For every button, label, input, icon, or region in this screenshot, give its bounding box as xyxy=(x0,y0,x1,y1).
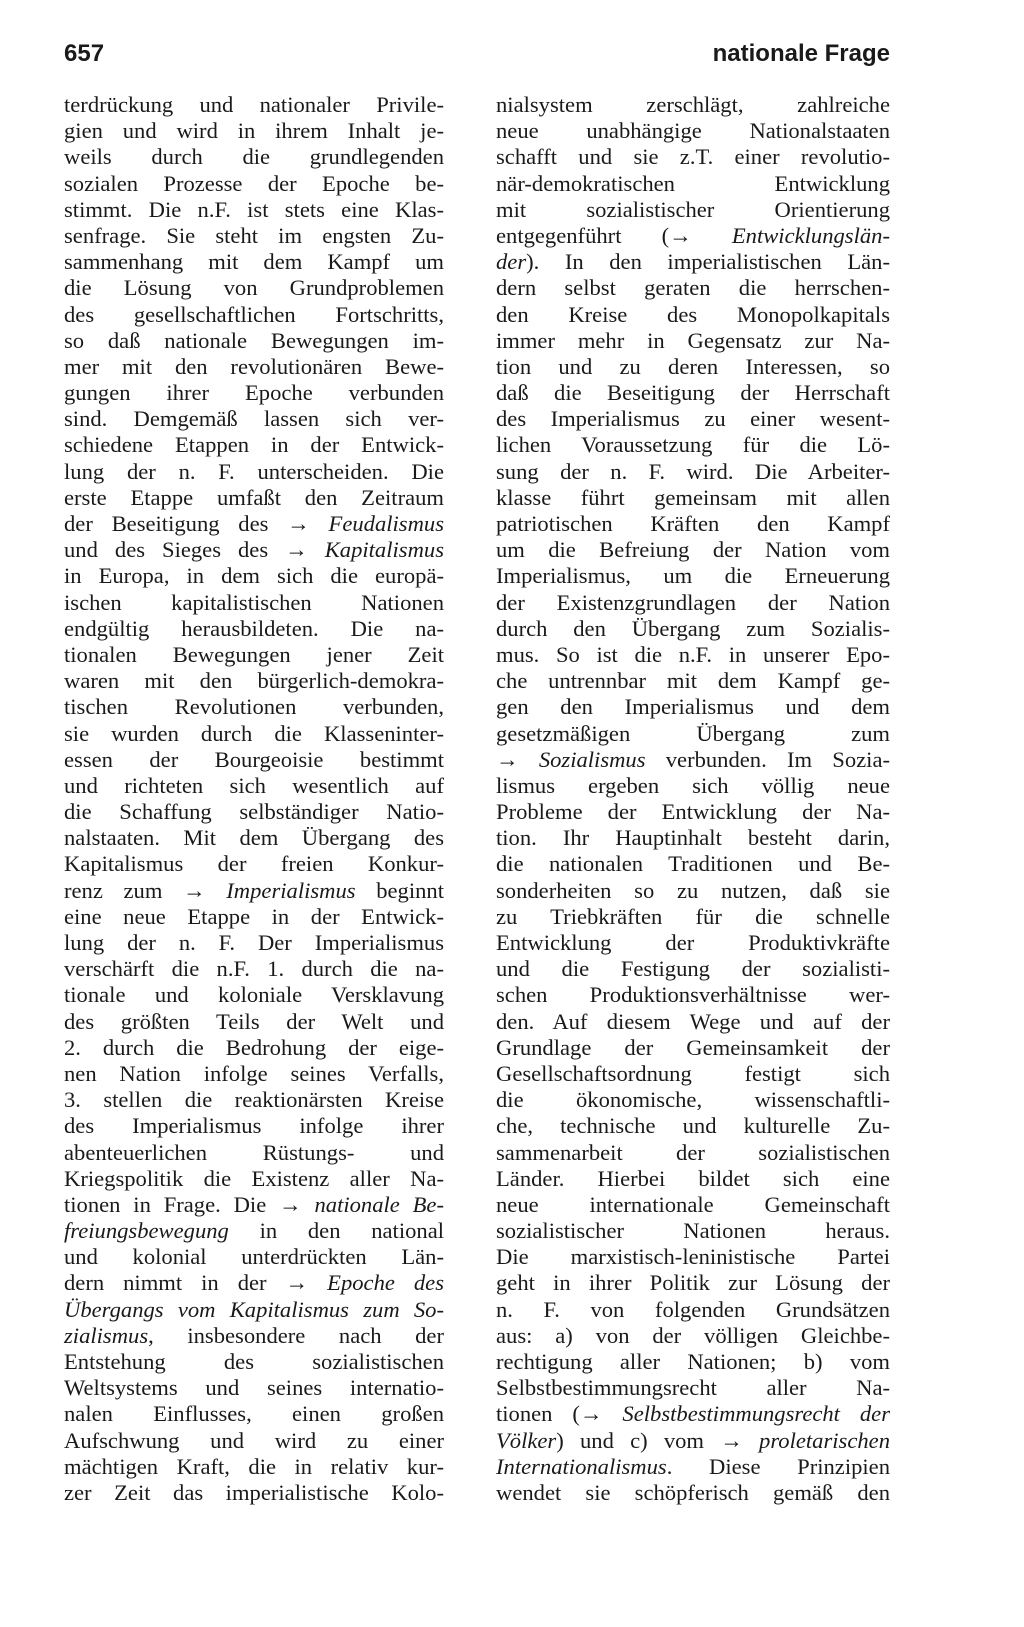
text-segment: gungen ihrer Epoche verbunden xyxy=(64,380,444,406)
italic-reference: nationale Be- xyxy=(314,1191,444,1217)
text-segment: den. Auf diesem Wege und auf der xyxy=(496,1008,890,1034)
italic-reference: Kapitalismus xyxy=(324,537,444,563)
italic-reference: Entwicklungslän- xyxy=(731,222,890,248)
text-line xyxy=(496,878,890,904)
text-segment: und des Sieges des → xyxy=(64,537,325,563)
text-segment: eine neue Etappe in der Entwick- xyxy=(64,903,444,929)
text-line xyxy=(496,1375,890,1401)
italic-reference: Internationalismus xyxy=(496,1453,667,1479)
text-line xyxy=(496,1349,890,1375)
text-segment: gen den Imperialismus und dem xyxy=(496,694,890,720)
text-line xyxy=(496,197,890,223)
text-segment: die Schaffung selbständiger Natio- xyxy=(64,799,444,825)
text-segment: ) und c) vom → xyxy=(556,1427,760,1453)
text-line xyxy=(64,511,444,537)
italic-reference: Epoche des xyxy=(327,1270,445,1296)
text-segment: 3. stellen die reaktionärsten Kreise xyxy=(64,1087,444,1113)
text-line xyxy=(64,223,444,249)
text-segment: in Europa, in dem sich die europä- xyxy=(64,563,444,589)
text-line xyxy=(64,799,444,825)
text-line xyxy=(496,1428,890,1454)
text-segment: schiedene Etappen in der Entwick- xyxy=(64,432,444,458)
text-segment: endgültig herausbildeten. Die na- xyxy=(64,615,444,641)
text-line xyxy=(496,1218,890,1244)
italic-reference: proletarischen xyxy=(759,1427,890,1453)
text-segment: abenteuerlichen Rüstungs- und xyxy=(64,1139,444,1165)
text-segment: nen Nation infolge seines Verfalls, xyxy=(64,1060,444,1086)
text-line xyxy=(64,1349,444,1375)
text-line xyxy=(496,144,890,170)
text-segment: ). In den imperialistischen Län- xyxy=(526,249,890,275)
text-line xyxy=(64,1297,444,1323)
text-segment: Kapitalismus der freien Konkur- xyxy=(64,851,444,877)
text-segment: tionalen Bewegungen jener Zeit xyxy=(64,641,444,667)
text-segment: sammenhang mit dem Kampf um xyxy=(64,249,444,275)
text-line xyxy=(64,92,444,118)
text-line xyxy=(64,1323,444,1349)
italic-reference: Feudalismus xyxy=(328,511,444,536)
text-line xyxy=(64,1140,444,1166)
text-line xyxy=(64,354,444,380)
text-line xyxy=(64,982,444,1008)
text-segment: klasse führt gemeinsam mit allen xyxy=(496,484,890,510)
text-segment: mit sozialistischer Orientierung xyxy=(496,196,890,222)
text-segment: der Beseitigung des → xyxy=(64,511,329,536)
text-line xyxy=(64,590,444,616)
text-line xyxy=(64,459,444,485)
text-segment: die Lösung von Grundproblemen xyxy=(64,275,444,301)
text-segment: ischen kapitalistischen Nationen xyxy=(64,589,444,615)
text-segment: und kolonial unterdrückten Län- xyxy=(64,1244,444,1270)
text-line xyxy=(64,616,444,642)
text-segment: patriotischen Kräften den Kampf xyxy=(496,511,890,536)
text-segment: . Diese Prinzipien xyxy=(666,1453,890,1479)
text-segment: aus: a) von der völligen Gleichbe- xyxy=(496,1322,890,1348)
text-segment: Selbstbestimmungsrecht aller Na- xyxy=(496,1375,890,1401)
text-segment: när-demokratischen Entwicklung xyxy=(496,170,890,196)
text-line xyxy=(496,432,890,458)
text-line xyxy=(496,92,890,118)
text-segment: tionen in Frage. Die → xyxy=(64,1191,315,1217)
text-line xyxy=(496,1140,890,1166)
text-segment: senfrage. Sie steht im engsten Zu- xyxy=(64,222,444,248)
text-segment: verbunden. Im Sozia- xyxy=(645,746,890,772)
text-segment: die ökonomische, wissenschaftli- xyxy=(496,1087,890,1113)
text-line xyxy=(496,118,890,144)
text-segment: renz zum → xyxy=(64,877,227,903)
text-segment: des größten Teils der Welt und xyxy=(64,1008,444,1034)
text-segment: waren mit den bürgerlich-demokra- xyxy=(64,668,444,694)
text-line xyxy=(496,668,890,694)
text-line xyxy=(496,223,890,249)
italic-reference: Sozialismus xyxy=(538,746,646,772)
text-line xyxy=(64,1035,444,1061)
text-line xyxy=(496,485,890,511)
text-segment: che, technische und kulturelle Zu- xyxy=(496,1113,890,1139)
text-line xyxy=(496,1166,890,1192)
text-line xyxy=(496,563,890,589)
text-line xyxy=(496,380,890,406)
text-line xyxy=(64,1061,444,1087)
text-segment: mächtigen Kraft, die in relativ kur- xyxy=(64,1453,444,1479)
text-line xyxy=(64,328,444,354)
italic-reference: Übergangs vom Kapitalismus zum So- xyxy=(64,1296,444,1322)
text-segment: sonderheiten so zu nutzen, daß sie xyxy=(496,877,890,903)
text-segment: dern selbst geraten die herrschen- xyxy=(496,275,890,301)
italic-reference: freiungsbewegung xyxy=(64,1218,229,1244)
text-line xyxy=(64,118,444,144)
text-segment: lung der n. F. Der Imperialismus xyxy=(64,930,444,955)
text-line xyxy=(496,537,890,563)
text-line xyxy=(64,563,444,589)
text-line xyxy=(496,1297,890,1323)
text-segment: n. F. von folgenden Grundsätzen xyxy=(496,1296,890,1322)
text-segment: die nationalen Traditionen und Be- xyxy=(496,851,890,877)
text-segment: Länder. Hierbei bildet sich eine xyxy=(496,1165,890,1191)
text-line xyxy=(64,1087,444,1113)
text-segment: und die Festigung der sozialisti- xyxy=(496,956,890,982)
text-segment: Entstehung des sozialistischen xyxy=(64,1349,444,1374)
text-segment: Grundlage der Gemeinsamkeit der xyxy=(496,1034,890,1060)
text-segment: neue internationale Gemeinschaft xyxy=(496,1191,890,1217)
text-segment: schen Produktionsverhältnisse wer- xyxy=(496,982,890,1008)
text-segment: stimmt. Die n.F. ist stets eine Klas- xyxy=(64,196,444,222)
text-line xyxy=(496,328,890,354)
text-line xyxy=(64,1428,444,1454)
text-segment: schafft und sie z.T. einer revolutio- xyxy=(496,144,890,170)
text-line xyxy=(496,694,890,720)
text-line xyxy=(496,982,890,1008)
text-segment: Entwicklung der Produktivkräfte xyxy=(496,930,890,955)
text-segment: daß die Beseitigung der Herrschaft xyxy=(496,380,890,406)
text-segment: , insbesondere nach der xyxy=(148,1322,444,1348)
text-segment: entgegenführt (→ xyxy=(496,222,732,248)
text-line xyxy=(64,302,444,328)
text-line xyxy=(64,537,444,563)
text-segment: zu Triebkräften für die schnelle xyxy=(496,903,890,929)
text-line xyxy=(496,616,890,642)
text-segment: verschärft die n.F. 1. durch die na- xyxy=(64,956,444,982)
text-line xyxy=(64,694,444,720)
text-line xyxy=(496,590,890,616)
text-segment: um die Befreiung der Nation vom xyxy=(496,537,890,563)
text-line xyxy=(64,1454,444,1480)
text-line xyxy=(496,1401,890,1427)
text-segment: sind. Demgemäß lassen sich ver- xyxy=(64,406,444,432)
text-line xyxy=(64,1113,444,1139)
text-line xyxy=(64,930,444,956)
text-line xyxy=(64,878,444,904)
text-line xyxy=(64,275,444,301)
text-line xyxy=(64,1166,444,1192)
text-segment: mer mit den revolutionären Bewe- xyxy=(64,353,444,379)
text-segment: sozialen Prozesse der Epoche be- xyxy=(64,170,444,196)
text-segment: nalstaaten. Mit dem Übergang des xyxy=(64,825,444,851)
text-line xyxy=(64,1009,444,1035)
text-line xyxy=(496,773,890,799)
text-segment: lichen Voraussetzung für die Lö- xyxy=(496,432,890,458)
text-line xyxy=(64,406,444,432)
running-head: nationale Frage xyxy=(712,40,890,67)
text-segment: tischen Revolutionen verbunden, xyxy=(64,694,444,720)
text-line xyxy=(496,1009,890,1035)
text-segment: erste Etappe umfaßt den Zeitraum xyxy=(64,484,444,510)
text-line xyxy=(64,144,444,170)
text-line xyxy=(496,511,890,537)
text-line xyxy=(496,302,890,328)
text-line xyxy=(496,354,890,380)
text-segment: Die marxistisch-leninistische Partei xyxy=(496,1244,890,1270)
text-segment: rechtigung aller Nationen; b) vom xyxy=(496,1349,890,1374)
text-segment: sammenarbeit der sozialistischen xyxy=(496,1139,890,1165)
text-segment: so daß nationale Bewegungen im- xyxy=(64,327,444,353)
text-segment: che untrennbar mit dem Kampf ge- xyxy=(496,668,890,694)
text-segment: sung der n. F. wird. Die Arbeiter- xyxy=(496,458,890,484)
text-segment: des Imperialismus infolge ihrer xyxy=(64,1113,444,1139)
text-line xyxy=(64,1244,444,1270)
left-text-column xyxy=(64,92,444,1506)
text-line xyxy=(496,1244,890,1270)
text-segment: und richteten sich wesentlich auf xyxy=(64,772,444,798)
text-line xyxy=(64,747,444,773)
italic-reference: Selbstbestimmungsrecht der xyxy=(622,1401,890,1427)
text-line xyxy=(64,249,444,275)
text-line xyxy=(496,747,890,773)
text-line xyxy=(496,799,890,825)
text-line xyxy=(64,1218,444,1244)
text-line xyxy=(496,1035,890,1061)
text-segment: 2. durch die Bedrohung der eige- xyxy=(64,1034,444,1060)
text-segment: terdrückung und nationaler Privile- xyxy=(64,92,444,117)
text-line xyxy=(64,1192,444,1218)
text-segment: tionale und koloniale Versklavung xyxy=(64,982,444,1008)
right-text-column xyxy=(496,92,890,1506)
text-line xyxy=(496,956,890,982)
italic-reference: Völker xyxy=(496,1427,557,1453)
text-segment: zer Zeit das imperialistische Kolo- xyxy=(64,1479,444,1505)
text-segment: gien und wird in ihrem Inhalt je- xyxy=(64,118,444,144)
text-segment: Weltsystems und seines internatio- xyxy=(64,1375,444,1401)
page-number: 657 xyxy=(64,40,105,67)
text-line xyxy=(496,249,890,275)
text-segment: sozialistischer Nationen heraus. xyxy=(496,1218,890,1244)
text-segment: durch den Übergang zum Sozialis- xyxy=(496,615,890,641)
text-line xyxy=(64,380,444,406)
text-segment: beginnt xyxy=(355,877,444,903)
text-segment: Kriegspolitik die Existenz aller Na- xyxy=(64,1165,444,1191)
text-segment: Probleme der Entwicklung der Na- xyxy=(496,799,890,825)
text-line xyxy=(496,1061,890,1087)
text-line xyxy=(64,432,444,458)
text-segment: lung der n. F. unterscheiden. Die xyxy=(64,458,444,484)
text-line xyxy=(64,1401,444,1427)
text-segment: neue unabhängige Nationalstaaten xyxy=(496,118,890,144)
text-line xyxy=(496,1192,890,1218)
text-line xyxy=(496,1113,890,1139)
text-segment: essen der Bourgeoisie bestimmt xyxy=(64,746,444,772)
text-line xyxy=(496,1480,890,1506)
text-segment: Aufschwung und wird zu einer xyxy=(64,1427,444,1453)
text-line xyxy=(64,956,444,982)
text-segment: → xyxy=(496,746,539,772)
text-line xyxy=(496,1323,890,1349)
text-line xyxy=(496,904,890,930)
text-segment: sie wurden durch die Klasseninter- xyxy=(64,720,444,746)
text-line xyxy=(496,406,890,432)
text-segment: lismus ergeben sich völlig neue xyxy=(496,772,890,798)
text-line xyxy=(64,197,444,223)
text-line xyxy=(64,1270,444,1296)
text-line xyxy=(64,642,444,668)
text-segment: tionen (→ xyxy=(496,1401,623,1427)
text-segment: tion und zu deren Interessen, so xyxy=(496,353,890,379)
text-segment: des gesellschaftlichen Fortschritts, xyxy=(64,301,444,327)
text-segment: weils durch die grundlegenden xyxy=(64,144,444,170)
text-segment: geht in ihrer Politik zur Lösung der xyxy=(496,1270,890,1296)
text-line xyxy=(64,825,444,851)
text-segment: tion. Ihr Hauptinhalt besteht darin, xyxy=(496,825,890,851)
text-segment: Imperialismus, um die Erneuerung xyxy=(496,563,890,589)
page-header xyxy=(64,40,890,80)
text-line xyxy=(64,721,444,747)
text-line xyxy=(64,1375,444,1401)
text-line xyxy=(496,930,890,956)
text-segment: der Existenzgrundlagen der Nation xyxy=(496,589,890,615)
text-line xyxy=(64,171,444,197)
text-line xyxy=(64,851,444,877)
text-segment: in den national xyxy=(228,1218,444,1244)
text-line xyxy=(496,459,890,485)
text-segment: des Imperialismus zu einer wesent- xyxy=(496,406,890,432)
text-line xyxy=(496,825,890,851)
text-segment: gesetzmäßigen Übergang zum xyxy=(496,720,890,746)
text-line xyxy=(64,904,444,930)
text-segment: Gesellschaftsordnung festigt sich xyxy=(496,1060,890,1086)
text-segment: immer mehr in Gegensatz zur Na- xyxy=(496,327,890,353)
text-segment: nialsystem zerschlägt, zahlreiche xyxy=(496,92,890,117)
text-line xyxy=(64,773,444,799)
text-line xyxy=(496,1087,890,1113)
italic-reference: zialismus xyxy=(64,1322,149,1348)
text-line xyxy=(496,171,890,197)
text-line xyxy=(496,1270,890,1296)
text-line xyxy=(64,485,444,511)
text-segment: den Kreise des Monopolkapitals xyxy=(496,301,890,327)
text-segment: wendet sie schöpferisch gemäß den xyxy=(496,1479,890,1505)
italic-reference: der xyxy=(496,249,527,275)
text-line xyxy=(64,668,444,694)
text-line xyxy=(496,721,890,747)
text-segment: nalen Einflusses, einen großen xyxy=(64,1401,444,1427)
text-segment: mus. So ist die n.F. in unserer Epo- xyxy=(496,641,890,667)
italic-reference: Imperialismus xyxy=(226,877,356,903)
text-segment: dern nimmt in der → xyxy=(64,1270,328,1296)
text-line xyxy=(496,275,890,301)
text-line xyxy=(496,1454,890,1480)
text-line xyxy=(496,851,890,877)
text-line xyxy=(64,1480,444,1506)
text-line xyxy=(496,642,890,668)
